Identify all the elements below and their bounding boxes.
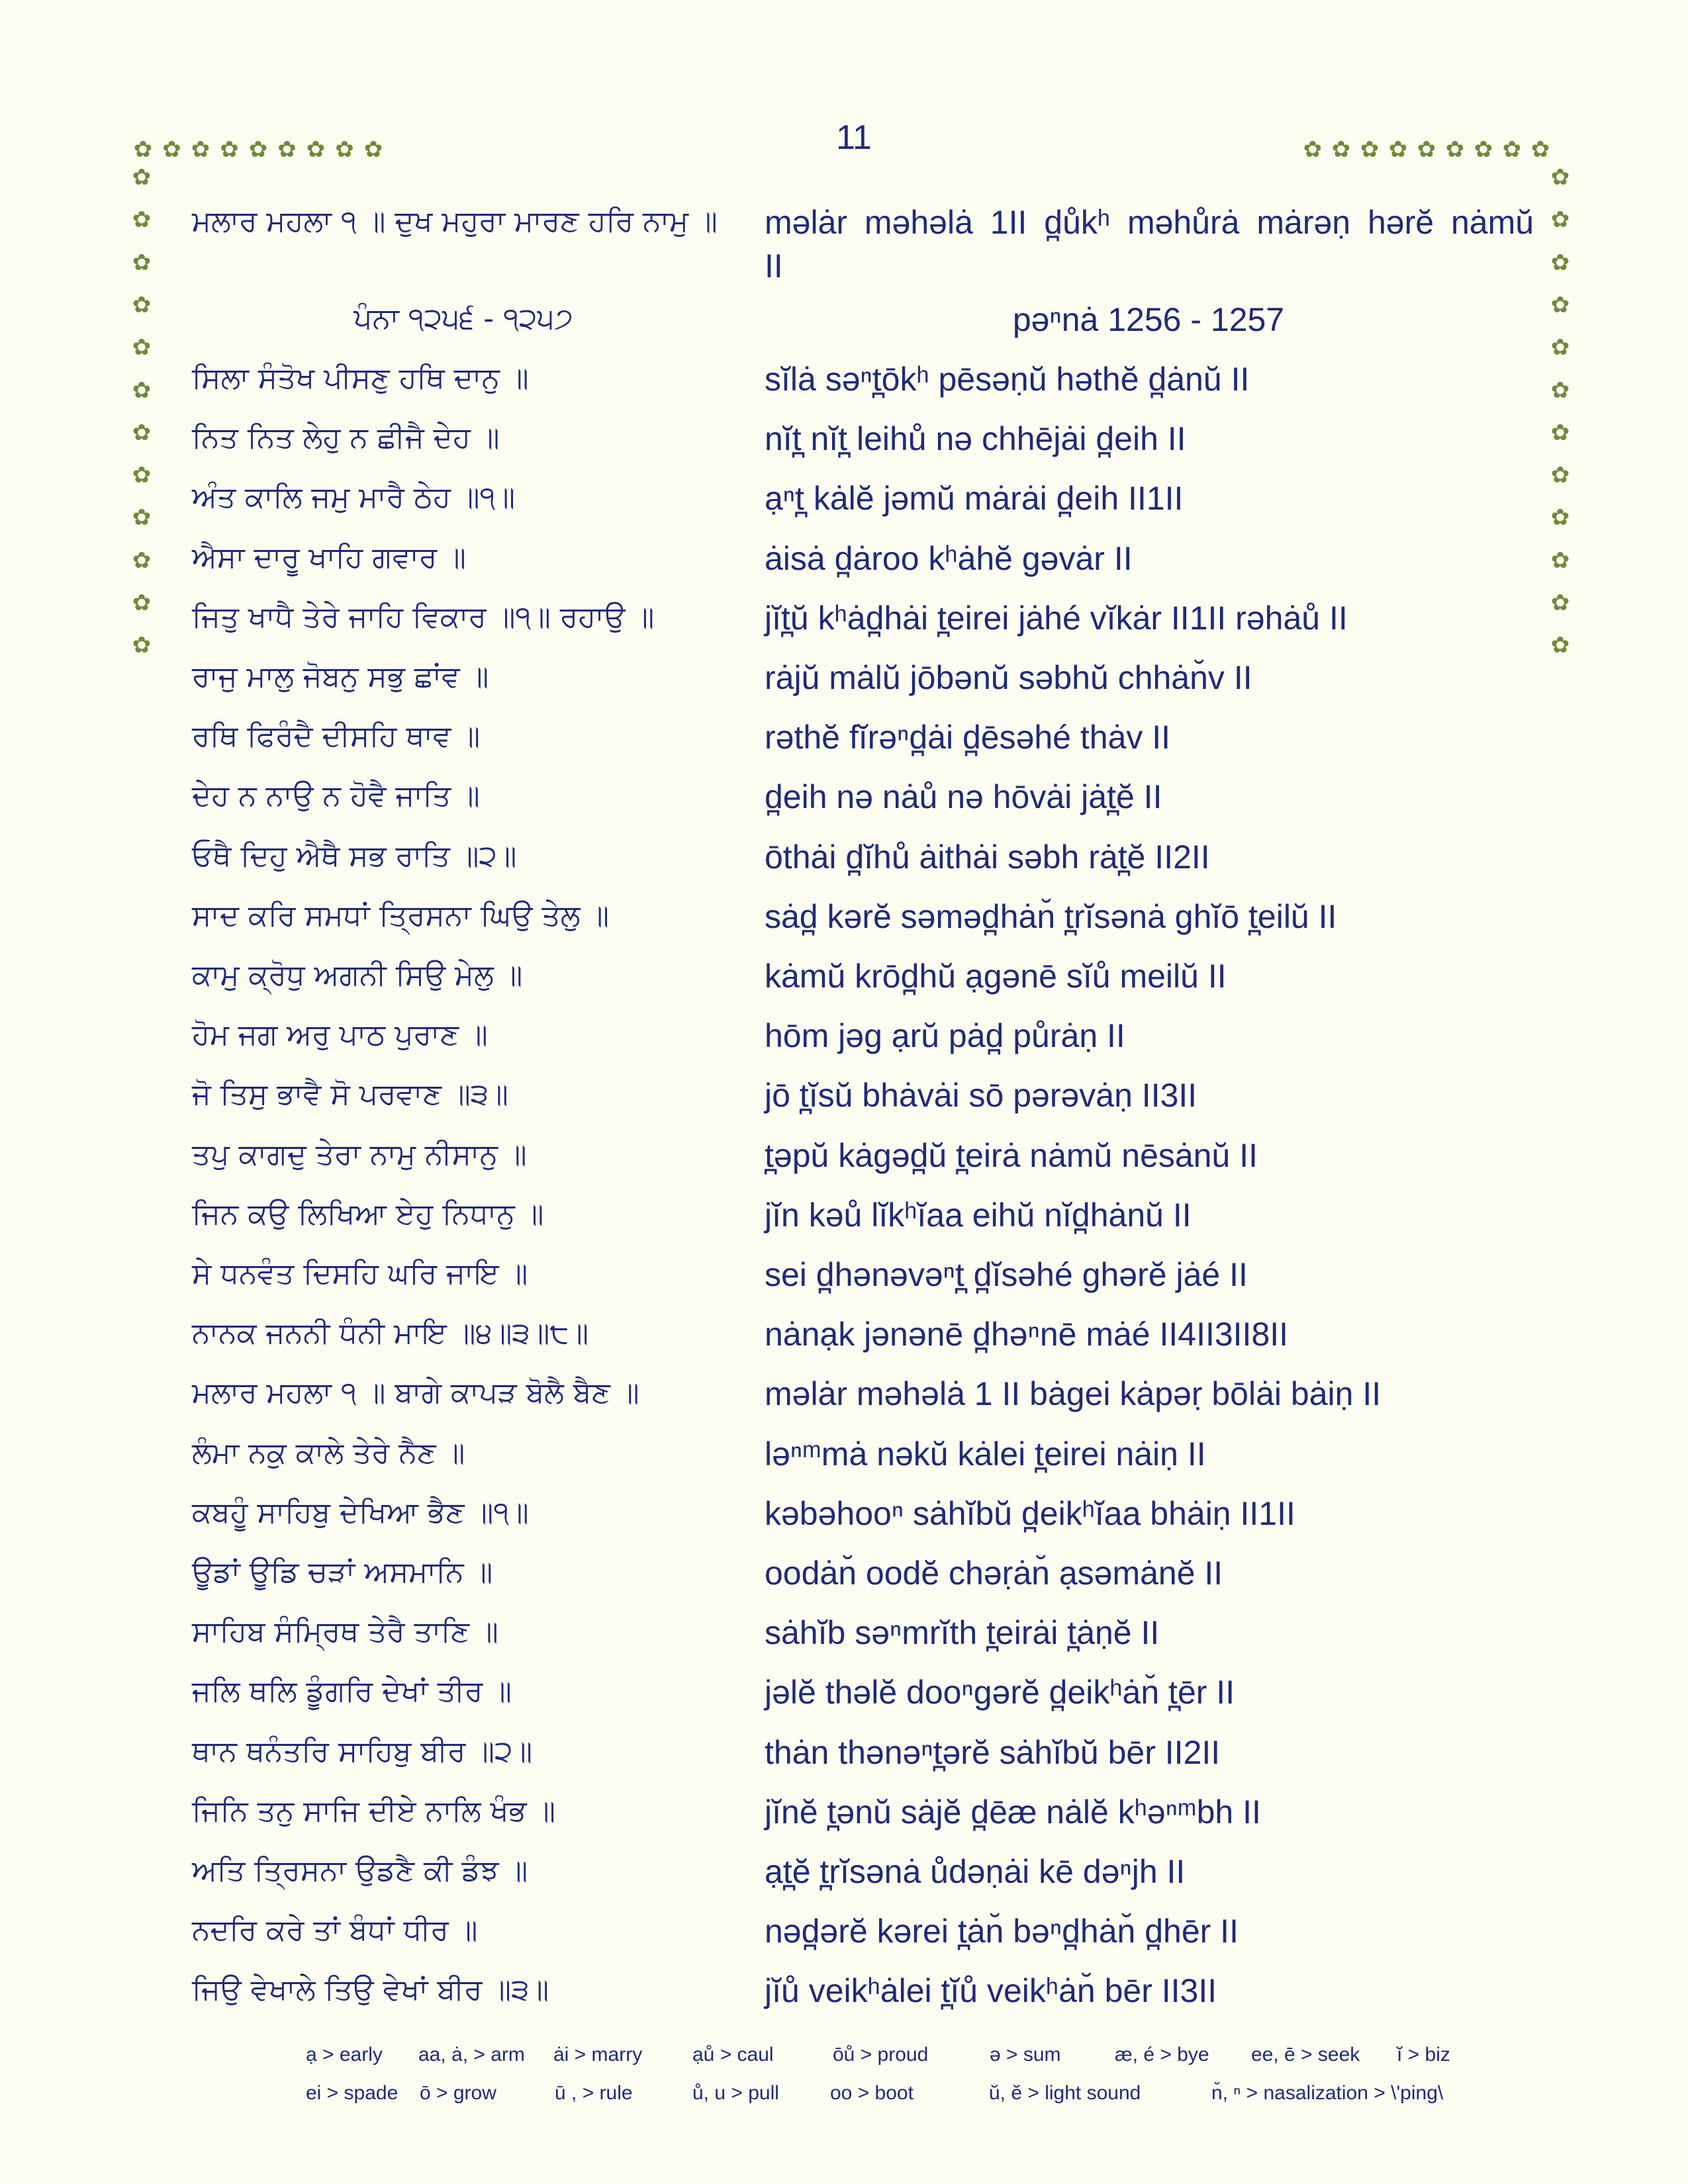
flower-ornament-icon: ✿ — [132, 504, 152, 531]
verse-transliteration: d̪eih nə nȧů nə hōvȧi jȧt̪ĕ II — [765, 778, 1162, 815]
key-item: n̆, ⁿ > nasalization > \'ping\ — [1211, 2082, 1444, 2104]
verse-row — [0, 1073, 1688, 1133]
verse-transliteration: sȧd̪ kərĕ səməd̪hȧn̆ t̪rĭsənȧ ghĭō t̪eilŭ II — [765, 898, 1337, 935]
verse-transliteration: rəthĕ fĭrəⁿd̪ȧi d̪ēsəhé thȧv II — [765, 719, 1171, 756]
key-item: æ, é > bye — [1115, 2044, 1209, 2066]
verse-gurmukhi: ਜਿਨਿ ਤਨੁ ਸਾਜਿ ਦੀਏ ਨਾਲਿ ਖੰਭ ॥ — [192, 1794, 556, 1828]
key-item: ĭ > biz — [1397, 2044, 1450, 2066]
verse-gurmukhi: ਨਦਰਿ ਕਰੇ ਤਾਂ ਬੰਧਾਂ ਧੀਰ ॥ — [192, 1913, 478, 1947]
key-item: ū , > rule — [555, 2082, 633, 2104]
subheading-row — [0, 299, 1688, 359]
verse-transliteration: nĭt̪ nĭt̪ leihů nə chhējȧi d̪eih II — [765, 420, 1186, 457]
verse-transliteration: ạt̪ĕ t̪rĭsənȧ ůdəṇȧi kē dəⁿjh II — [765, 1853, 1186, 1890]
flower-ornament-icon: ✿ — [1550, 419, 1570, 446]
verse-row — [0, 357, 1688, 417]
key-item: ů, u > pull — [692, 2082, 779, 2104]
verse-row — [0, 1492, 1688, 1551]
verse-gurmukhi: ਨਿਤ ਨਿਤ ਲੇਹੁ ਨ ਛੀਜੈ ਦੇਹ ॥ — [192, 421, 500, 455]
verse-gurmukhi: ਮਲਾਰ ਮਹਲਾ ੧ ॥ ਬਾਗੇ ਕਾਪੜ ਬੋਲੈ ਬੈਣ ॥ — [192, 1376, 639, 1410]
heading-transliteration: məlȧr məhəlȧ 1II d̪ůkʰ məhůrȧ mȧrəṇ hərĕ nȧmŭ II — [765, 204, 1534, 285]
flower-ornament-icon: ✿ — [1303, 136, 1323, 163]
verse-gurmukhi: ਜਿਨ ਕਉ ਲਿਖਿਆ ਏਹੁ ਨਿਧਾਨੁ ॥ — [192, 1197, 544, 1231]
verse-transliteration: sȧhĭb səⁿmrĭth t̪eirȧi t̪ȧṇĕ II — [765, 1614, 1160, 1651]
flower-ornament-icon: ✿ — [1550, 334, 1570, 361]
flower-ornament-icon: ✿ — [132, 164, 152, 191]
flower-ornament-icon: ✿ — [1550, 632, 1570, 659]
verse-row — [0, 1193, 1688, 1253]
flower-ornament-icon: ✿ — [1388, 136, 1408, 163]
subheading-transliteration: pəⁿnȧ 1256 - 1257 — [1012, 301, 1285, 338]
flower-ornament-icon: ✿ — [1445, 136, 1465, 163]
flower-ornament-icon: ✿ — [1530, 136, 1550, 163]
verse-gurmukhi: ਰਾਜੁ ਮਾਲੁ ਜੋਬਨੁ ਸਭੁ ਛਾਂਵ ॥ — [192, 660, 489, 694]
key-row-1 — [0, 2044, 1688, 2077]
verse-transliteration: t̪əpŭ kȧgəd̪ŭ t̪eirȧ nȧmŭ nēsȧnŭ II — [765, 1137, 1258, 1174]
flower-ornament-icon: ✿ — [1550, 504, 1570, 531]
verse-gurmukhi: ਜਿਉ ਵੇਖਾਲੇ ਤਿਉ ਵੇਖਾਂ ਬੀਰ ॥੩॥ — [192, 1973, 549, 2007]
key-item: oo > boot — [830, 2082, 914, 2104]
verse-row — [0, 835, 1688, 895]
verse-transliteration: jō t̪ĭsŭ bhȧvȧi sō pərəvȧṇ II3II — [765, 1077, 1197, 1114]
flower-ornament-icon: ✿ — [1550, 590, 1570, 616]
key-item: ei > spade — [306, 2082, 399, 2104]
flower-ornament-icon: ✿ — [1550, 164, 1570, 191]
verse-row — [0, 537, 1688, 596]
verse-gurmukhi: ਊਡਾਂ ਊਡਿ ਚੜਾਂ ਅਸਮਾਨਿ ॥ — [192, 1555, 493, 1589]
key-item: ə > sum — [990, 2044, 1061, 2066]
key-item: ạ > early — [306, 2044, 383, 2066]
key-item: ạů > caul — [692, 2044, 774, 2066]
flower-ornament-icon: ✿ — [162, 136, 181, 163]
verse-gurmukhi: ਸੇ ਧਨਵੰਤ ਦਿਸਹਿ ਘਰਿ ਜਾਇ ॥ — [192, 1257, 528, 1291]
verse-row — [0, 1372, 1688, 1432]
flower-ornament-icon: ✿ — [132, 462, 152, 489]
verse-transliteration: ləⁿᵐmȧ nəkŭ kȧlei t̪eirei nȧiṇ II — [765, 1435, 1206, 1473]
verse-row — [0, 1670, 1688, 1730]
flower-ornament-icon: ✿ — [220, 136, 239, 163]
key-item: ȧi > marry — [553, 2044, 643, 2066]
flower-ornament-icon: ✿ — [1417, 136, 1436, 163]
flower-ornament-icon: ✿ — [191, 136, 211, 163]
verse-transliteration: sĭlȧ səⁿt̪ōkʰ pēsəṇŭ həthĕ d̪ȧnŭ II — [765, 361, 1250, 398]
verse-row — [0, 1790, 1688, 1850]
verse-gurmukhi: ਐਸਾ ਦਾਰੂ ਖਾਹਿ ਗਵਾਰ ॥ — [192, 541, 466, 574]
verse-row — [0, 954, 1688, 1014]
verse-gurmukhi: ਜੋ ਤਿਸੁ ਭਾਵੈ ਸੋ ਪਰਵਾਣ ॥੩॥ — [192, 1077, 508, 1111]
flower-ornament-icon: ✿ — [1474, 136, 1493, 163]
flower-ornament-icon: ✿ — [132, 419, 152, 446]
verse-row — [0, 1253, 1688, 1312]
verse-row — [0, 596, 1688, 659]
verse-transliteration: jĭnĕ t̪ənŭ sȧjĕ d̪ēæ nȧlĕ kʰəⁿᵐbh II — [765, 1794, 1261, 1831]
verse-row — [0, 656, 1688, 715]
verse-row — [0, 1014, 1688, 1073]
flower-ornament-icon: ✿ — [363, 136, 383, 163]
verse-row — [0, 1551, 1688, 1611]
key-item: aa, ȧ, > arm — [418, 2044, 525, 2066]
flower-ornament-icon: ✿ — [335, 136, 354, 163]
verse-gurmukhi: ਸਿਲਾ ਸੰਤੋਖ ਪੀਸਣੁ ਹਥਿ ਦਾਨੁ ॥ — [192, 361, 529, 395]
flower-ornament-icon: ✿ — [248, 136, 268, 163]
verse-row — [0, 1312, 1688, 1372]
heading-row — [0, 202, 1688, 295]
verse-row — [0, 1611, 1688, 1670]
verse-row — [0, 1432, 1688, 1492]
verse-row — [0, 895, 1688, 954]
key-row-2 — [0, 2082, 1688, 2115]
verse-transliteration: jĭn kəů lĭkʰĭaa eihŭ nĭd̪hȧnŭ II — [765, 1197, 1192, 1234]
verse-gurmukhi: ਲੰਮਾ ਨਕੁ ਕਾਲੇ ਤੇਰੇ ਨੈਣ ॥ — [192, 1436, 465, 1470]
flower-ornament-icon: ✿ — [132, 590, 152, 616]
verse-transliteration: kȧmŭ krōd̪hŭ ạgənē sĭů meilŭ II — [765, 958, 1227, 995]
subheading-gurmukhi: ਪੰਨਾ ੧੨੫੬ - ੧੨੫੭ — [353, 302, 573, 336]
verse-row — [0, 417, 1688, 477]
verse-gurmukhi: ਕਾਮੁ ਕ੍ਰੋਧੁ ਅਗਨੀ ਸਿਉ ਮੇਲੁ ॥ — [192, 958, 523, 992]
flower-ornament-icon: ✿ — [1550, 249, 1570, 276]
verse-gurmukhi: ਨਾਨਕ ਜਨਨੀ ਧੰਨੀ ਮਾਇ ॥੪॥੩॥੮॥ — [192, 1316, 589, 1350]
flower-ornament-icon: ✿ — [132, 632, 152, 659]
verse-transliteration: kəbəhooⁿ sȧhĭbŭ d̪eikʰĭaa bhȧiṇ II1II — [765, 1495, 1295, 1532]
flower-ornament-icon: ✿ — [1550, 377, 1570, 404]
verse-row — [0, 1731, 1688, 1790]
verse-transliteration: thȧn thənəⁿt̪ərĕ sȧhĭbŭ bēr II2II — [765, 1734, 1221, 1771]
verse-transliteration: jĭt̪ŭ kʰȧd̪hȧi t̪eirei jȧhé vĭkȧr II1II rəhȧů II — [765, 600, 1348, 637]
verse-gurmukhi: ਓਥੈ ਦਿਹੁ ਐਥੈ ਸਭ ਰਾਤਿ ॥੨॥ — [192, 839, 517, 873]
flower-ornament-icon: ✿ — [132, 547, 152, 574]
verse-gurmukhi: ਰਥਿ ਫਿਰੰਦੈ ਦੀਸਹਿ ਥਾਵ ॥ — [192, 719, 481, 753]
verse-transliteration: rȧjŭ mȧlŭ jōbənŭ səbhŭ chhȧn̆v II — [765, 659, 1252, 696]
key-item: ō > grow — [420, 2082, 496, 2104]
verse-gurmukhi: ਸਾਹਿਬ ਸੰਮ੍ਰਿਥ ਤੇਰੈ ਤਾਣਿ ॥ — [192, 1615, 498, 1649]
verse-gurmukhi: ਅੰਤ ਕਾਲਿ ਜਮੁ ਮਾਰੈ ਠੇਹ ॥੧॥ — [192, 480, 516, 514]
verse-transliteration: ōthȧi d̪ĭhů ȧithȧi səbh rȧt̪ĕ II2II — [765, 839, 1210, 876]
flower-ornament-icon: ✿ — [132, 249, 152, 276]
verse-transliteration: sei d̪hənəvəⁿt̪ d̪ĭsəhé ghərĕ jȧé II — [765, 1256, 1248, 1293]
flower-ornament-icon: ✿ — [1360, 136, 1380, 163]
key-item: ee, ē > seek — [1251, 2044, 1360, 2066]
flower-ornament-icon: ✿ — [1550, 291, 1570, 318]
verse-gurmukhi: ਅਤਿ ਤ੍ਰਿਸਨਾ ਉਡਣੈ ਕੀ ਡੰਝ ॥ — [192, 1854, 528, 1888]
flower-ornament-icon: ✿ — [1550, 462, 1570, 489]
verse-transliteration: ȧisȧ d̪ȧroo kʰȧhĕ gəvȧr II — [765, 540, 1133, 577]
key-item: ŭ, ĕ > light sound — [989, 2082, 1141, 2104]
verse-gurmukhi: ਦੇਹ ਨ ਨਾਉ ਨ ਹੋਵੈ ਜਾਤਿ ॥ — [192, 779, 480, 813]
flower-ornament-icon: ✿ — [1502, 136, 1522, 163]
verse-gurmukhi: ਕਬਹੂੰ ਸਾਹਿਬੁ ਦੇਖਿਆ ਭੈਣ ॥੧॥ — [192, 1496, 529, 1529]
verse-row — [0, 1909, 1688, 1969]
verse-transliteration: ạⁿt̪ kȧlĕ jəmŭ mȧrȧi d̪eih II1II — [765, 480, 1184, 517]
verse-gurmukhi: ਜਿਤੁ ਖਾਧੈ ਤੇਰੇ ਜਾਹਿ ਵਿਕਾਰ ॥੧॥ ਰਹਾਉ ॥ — [192, 600, 655, 634]
verse-row — [0, 1969, 1688, 2028]
verse-transliteration: jəlĕ thəlĕ dooⁿgərĕ d̪eikʰȧn̆ t̪ēr II — [765, 1674, 1235, 1711]
flower-ornament-icon: ✿ — [1550, 547, 1570, 574]
verse-gurmukhi: ਜਲਿ ਥਲਿ ਡੂੰਗਰਿ ਦੇਖਾਂ ਤੀਰ ॥ — [192, 1674, 512, 1708]
flower-ornament-icon: ✿ — [132, 291, 152, 318]
verse-transliteration: nȧnạk jənənē d̪həⁿnē mȧé II4II3II8II — [765, 1316, 1289, 1353]
heading-gurmukhi: ਮਲਾਰ ਮਹਲਾ ੧ ॥ ਦੁਖ ਮਹੁਰਾ ਮਾਰਣ ਹਰਿ ਨਾਮੁ ॥ — [192, 205, 718, 238]
flower-ornament-icon: ✿ — [133, 136, 153, 163]
flower-ornament-icon: ✿ — [132, 377, 152, 404]
flower-ornament-icon: ✿ — [306, 136, 326, 163]
verse-transliteration: hōm jəg ạrŭ pȧd̪ půrȧṇ II — [765, 1017, 1125, 1054]
flower-ornament-icon: ✿ — [1331, 136, 1351, 163]
page-number: 11 — [836, 118, 872, 157]
verse-row — [0, 1134, 1688, 1193]
key-item: ōů > proud — [833, 2044, 929, 2066]
verse-gurmukhi: ਥਾਨ ਥਨੰਤਰਿ ਸਾਹਿਬੁ ਬੀਰ ॥੨॥ — [192, 1735, 533, 1768]
flower-ornament-icon: ✿ — [277, 136, 297, 163]
verse-row — [0, 1850, 1688, 1909]
verse-gurmukhi: ਤਪੁ ਕਾਗਦੁ ਤੇਰਾ ਨਾਮੁ ਨੀਸਾਨੁ ॥ — [192, 1138, 527, 1171]
verse-row — [0, 775, 1688, 835]
verse-gurmukhi: ਸਾਦ ਕਰਿ ਸਮਧਾਂ ਤ੍ਰਿਸਨਾ ਘਿਉ ਤੇਲੁ ॥ — [192, 899, 610, 933]
flower-ornament-icon: ✿ — [1550, 206, 1570, 234]
verse-gurmukhi: ਹੋਮ ਜਗ ਅਰੁ ਪਾਠ ਪੁਰਾਣ ॥ — [192, 1018, 488, 1052]
flower-ornament-icon: ✿ — [132, 206, 152, 234]
verse-transliteration: jĭů veikʰȧlei t̪ĭů veikʰȧn̆ bēr II3II — [765, 1972, 1217, 2009]
verse-row — [0, 477, 1688, 536]
verse-transliteration: oodȧn̆ oodĕ chəṛȧn̆ ạsəmȧnĕ II — [765, 1555, 1223, 1592]
flower-ornament-icon: ✿ — [132, 334, 152, 361]
verse-transliteration: nəd̪ərĕ kərei t̪ȧn̆ bəⁿd̪hȧn̆ d̪hēr II — [765, 1913, 1239, 1950]
verse-row — [0, 715, 1688, 775]
verse-transliteration: məlȧr məhəlȧ 1 II bȧgei kȧpəṛ bōlȧi bȧiṇ II — [765, 1375, 1382, 1412]
